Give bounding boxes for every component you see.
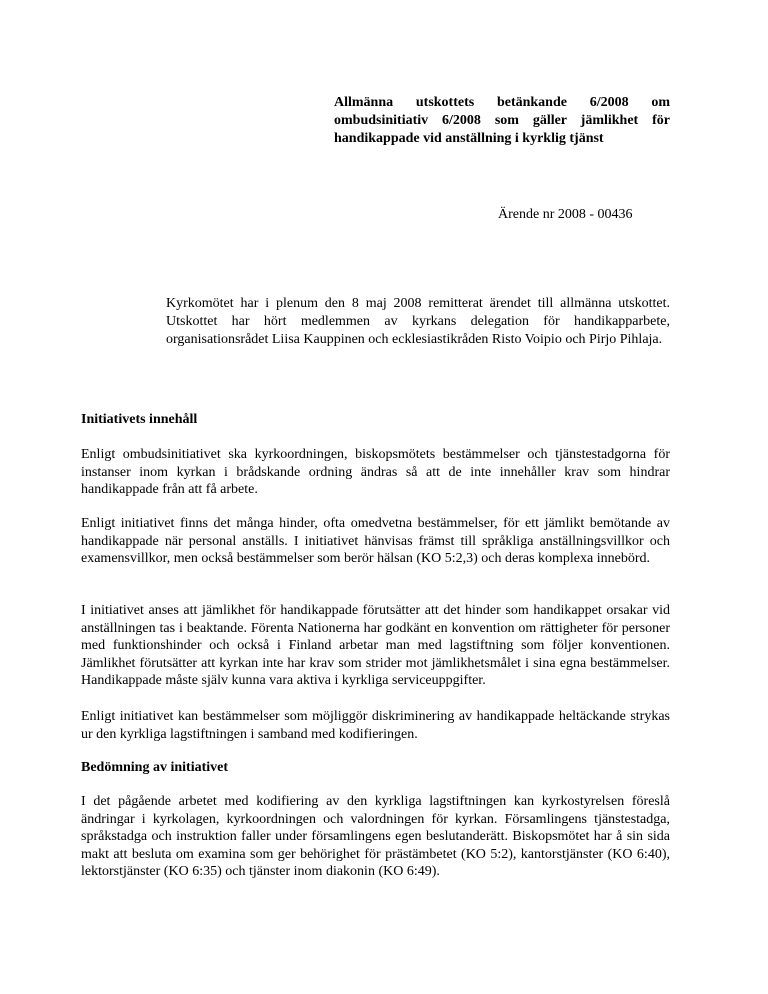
section-heading-initiative-content: Initiativets innehåll — [81, 412, 198, 427]
section-heading-assessment: Bedömning av initiativet — [81, 760, 229, 775]
case-number: Ärende nr 2008 - 00436 — [498, 207, 633, 222]
paragraph: I det pågående arbetet med kodifiering av den kyrkliga lagstiftningen kan kyrkostyrelsen föreslå ändringar i kyrkolagen, kyrkoordningen och valordningen för kyrkan. Församlingens tjänstestadga, språkstadga och instruktion faller under församlingens egen beslutanderätt. Biskopsmötet har å sin sida makt att besluta om examina som ger behörighet för prästämbetet (KO 5:2), kantorstjänster (KO 6:40), lektorstjänster (KO 6:35) och tjänster inom diakonin (KO 6:49). — [81, 794, 670, 879]
paragraph: I initiativet anses att jämlikhet för handikappade förutsätter att det hinder som handikappet orsakar vid anställningen tas i beaktande. Förenta Nationerna har godkänt en konvention om rättigheter för personer med funktionshinder och också i Finland arbetar man med lagstiftning som följer konventionen. Jämlikhet förutsätter att kyrkan inte har krav som strider mot jämlikhetsmålet i sina egna bestämmelser. Handikappade måste själv kunna vara aktiva i kyrkliga serviceuppgifter. — [81, 603, 670, 688]
paragraph: Enligt initiativet finns det många hinder, ofta omedvetna bestämmelser, för ett jämlikt bemötande av handikappade när personal anställs. I initiativet hänvisas främst till språkliga anställningsvillkor och examensvillkor, men också bestämmelser som berör hälsan (KO 5:2,3) och deras komplexa innebörd. — [81, 516, 670, 566]
intro-paragraph: Kyrkomötet har i plenum den 8 maj 2008 remitterat ärendet till allmänna utskottet. Utskottet har hört medlemmen av kyrkans delegation för handikapparbete, organisationsrådet Liisa Kauppinen och ecklesiastikråden Risto Voipio och Pirjo Pihlaja. — [166, 296, 670, 347]
paragraph: Enligt ombudsinitiativet ska kyrkoordningen, biskopsmötets bestämmelser och tjänstestadgorna för instanser inom kyrkan i brådskande ordning ändras så att de inte innehåller krav som hindrar handikappade från att få arbete. — [81, 447, 670, 497]
document-title: Allmänna utskottets betänkande 6/2008 om ombudsinitiativ 6/2008 som gäller jämlikhet för handikappade vid anställning i kyrklig tjänst — [334, 95, 670, 146]
paragraph: Enligt initiativet kan bestämmelser som möjliggör diskriminering av handikappade heltäckande strykas ur den kyrkliga lagstiftningen i samband med kodifieringen. — [81, 709, 670, 742]
